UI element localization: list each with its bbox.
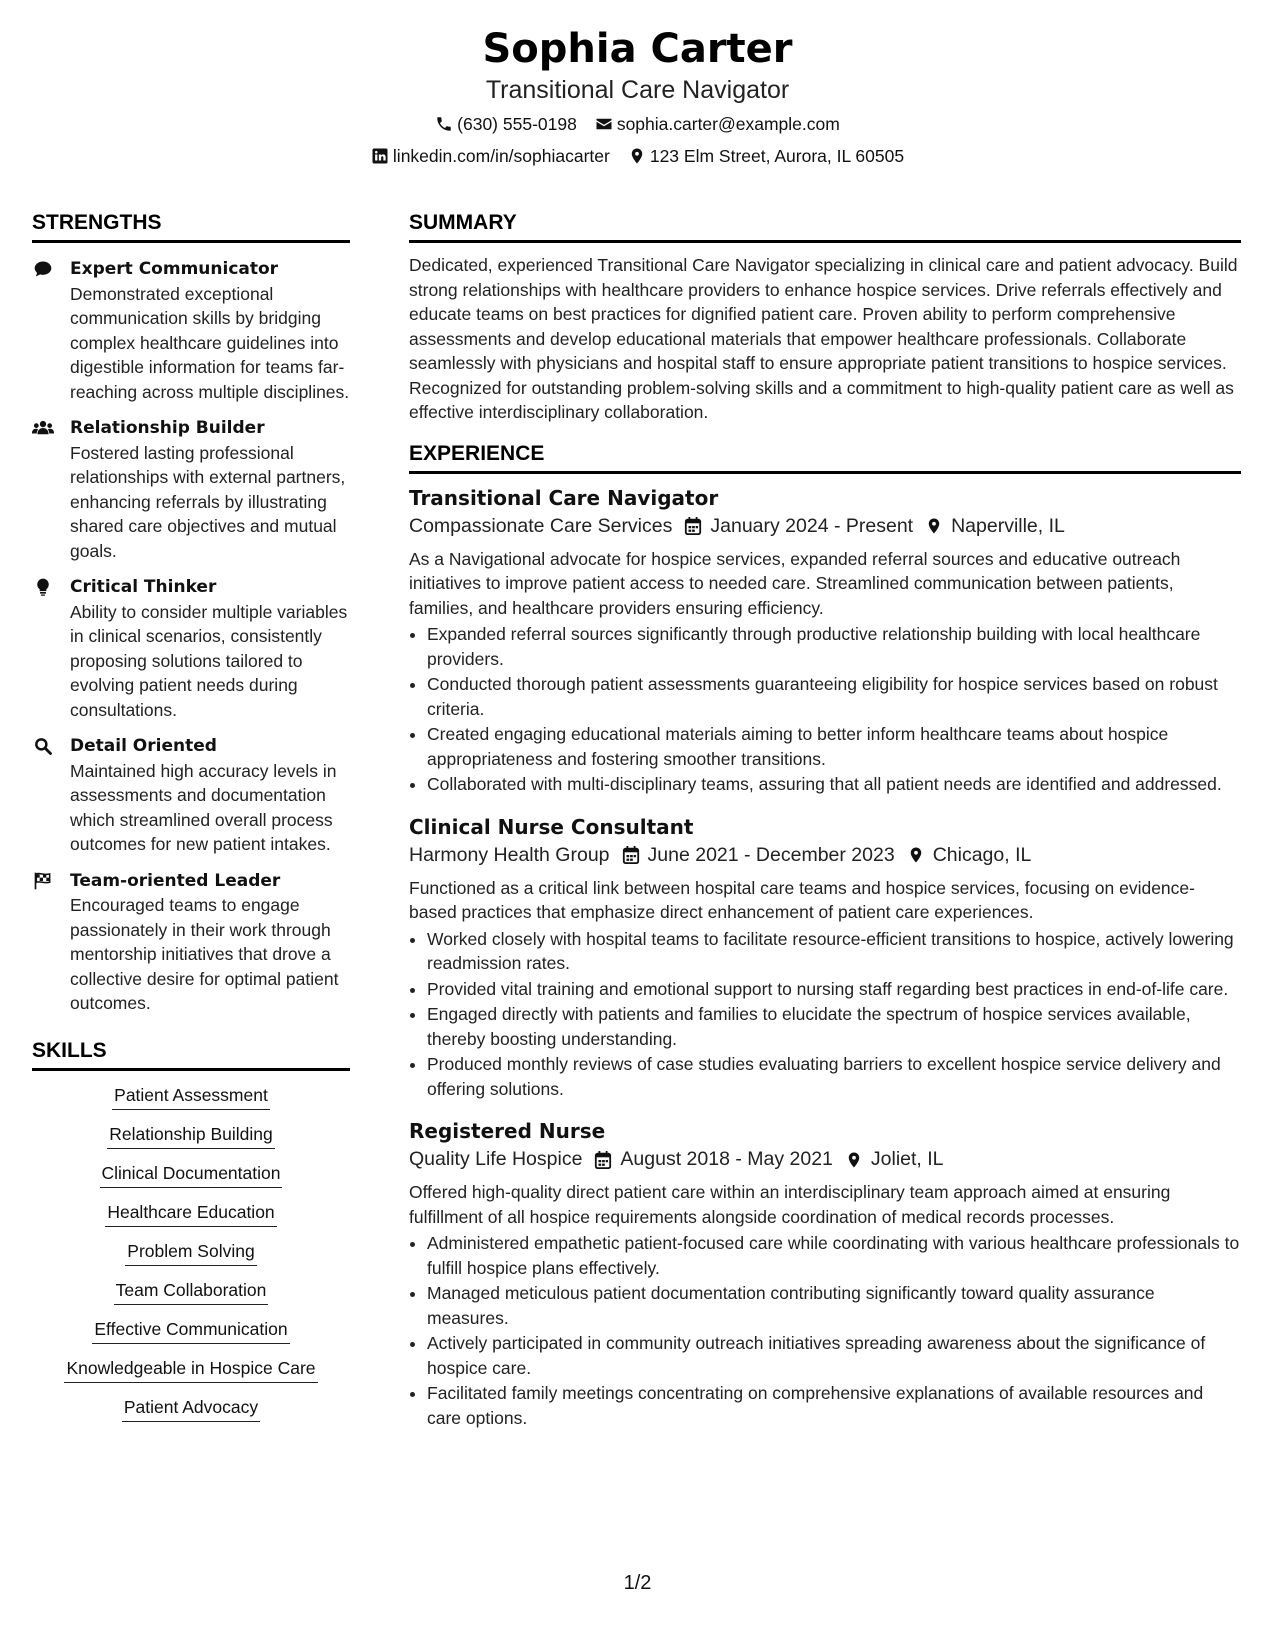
contact-address bbox=[628, 144, 904, 168]
skills-list bbox=[32, 1083, 350, 1422]
skill-label: Patient Advocacy bbox=[122, 1395, 260, 1422]
bullet-item: • Administered empathetic patient-focused care while coordinating with various healthcare professionals to fulfill hospice plans effectively. bbox=[427, 1231, 1241, 1280]
candidate-title: Transitional Care Navigator bbox=[485, 76, 790, 104]
skill-item bbox=[32, 1278, 350, 1305]
phone-icon bbox=[435, 115, 453, 133]
contact-row-1 bbox=[0, 112, 1275, 136]
job-bullets bbox=[409, 927, 1241, 1102]
skill-label: Clinical Documentation bbox=[100, 1161, 283, 1188]
job-title: Registered Nurse bbox=[409, 1119, 606, 1143]
skill-label: Patient Assessment bbox=[112, 1083, 270, 1110]
calendar-icon bbox=[594, 1150, 612, 1170]
skill-label: Healthcare Education bbox=[105, 1200, 276, 1227]
skill-item bbox=[32, 1239, 350, 1266]
strength-title: Relationship Builder bbox=[70, 418, 265, 438]
job-location-text: Naperville, IL bbox=[951, 514, 1065, 537]
bullet-item: • Actively participated in community outreach initiatives spreading awareness about the significance of hospice care. bbox=[427, 1331, 1241, 1380]
strength-item bbox=[32, 575, 350, 722]
strength-item bbox=[32, 734, 350, 857]
bullet-item: • Collaborated with multi-disciplinary teams, assuring that all patient needs are identified and addressed. bbox=[427, 772, 1241, 797]
skill-item bbox=[32, 1122, 350, 1149]
bullet-item: • Conducted thorough patient assessments guaranteeing eligibility for hospice services based on robust criteria. bbox=[427, 672, 1241, 721]
skill-item bbox=[32, 1200, 350, 1227]
skill-label: Relationship Building bbox=[107, 1122, 274, 1149]
job-entry bbox=[409, 1117, 1241, 1430]
calendar-icon bbox=[622, 845, 640, 865]
summary-heading: SUMMARY bbox=[409, 210, 1241, 243]
bullet-item: • Managed meticulous patient documentation contributing significantly toward quality assurance measures. bbox=[427, 1281, 1241, 1330]
skills-heading: SKILLS bbox=[32, 1038, 350, 1071]
contact-linkedin[interactable] bbox=[371, 144, 610, 168]
left-column bbox=[32, 210, 350, 1422]
page-number: 1/2 bbox=[623, 1572, 652, 1594]
resume-header bbox=[0, 24, 1275, 168]
job-entry bbox=[409, 813, 1241, 1102]
job-location bbox=[845, 1145, 944, 1174]
map-pin-icon bbox=[628, 147, 646, 165]
contact-email[interactable] bbox=[595, 112, 840, 136]
summary-text: Dedicated, experienced Transitional Care Navigator specializing in clinical care and patient advocacy. Build strong relationships with healthcare providers to enhance hospice services. Drive referrals effectively and educate teams on best practices for dignified patient care. Proven ability to perform comprehensive assessments and develop educational materials that empower healthcare professionals. Collaborate seamlessly with physicians and hospital staff to ensure appropriate patient transitions to hospice services. Recognized for outstanding problem-solving skills and a commitment to high-quality patient care as well as effective interdisciplinary collaboration. bbox=[409, 255, 1238, 422]
email-text: sophia.carter@example.com bbox=[616, 114, 840, 134]
skill-label: Knowledgeable in Hospice Care bbox=[64, 1356, 317, 1383]
bullet-item: • Worked closely with hospital teams to facilitate resource-efficient transitions to hospice, actively lowering readmission rates. bbox=[427, 927, 1241, 976]
job-title: Transitional Care Navigator bbox=[409, 485, 719, 510]
job-company: Harmony Health Group bbox=[409, 843, 610, 866]
calendar-icon bbox=[684, 516, 702, 536]
strengths-heading: STRENGTHS bbox=[32, 210, 350, 243]
linkedin-text: linkedin.com/in/sophiacarter bbox=[392, 146, 610, 166]
skill-item bbox=[32, 1161, 350, 1188]
job-company: Quality Life Hospice bbox=[409, 1148, 583, 1170]
skill-label: Team Collaboration bbox=[114, 1278, 269, 1305]
job-location-text: Joliet, IL bbox=[870, 1148, 944, 1170]
job-location bbox=[925, 512, 1065, 541]
job-description: Offered high-quality direct patient care within an interdisciplinary team approach aimed at ensuring fulfillment of all hospice requirements alongside coordination of medical records processes. bbox=[409, 1182, 1171, 1227]
experience-heading: EXPERIENCE bbox=[409, 441, 1241, 474]
envelope-icon bbox=[595, 115, 613, 133]
skill-item bbox=[32, 1356, 350, 1383]
strength-desc: Fostered lasting professional relationships with external partners, enhancing referrals by illustrating shared care objectives and mutual goals. bbox=[70, 442, 346, 561]
job-dates bbox=[594, 1145, 832, 1174]
job-location-text: Chicago, IL bbox=[932, 843, 1032, 866]
strength-title: Expert Communicator bbox=[70, 259, 279, 279]
skill-item bbox=[32, 1083, 350, 1110]
comment-icon bbox=[32, 259, 54, 279]
job-dates-text: June 2021 - December 2023 bbox=[647, 843, 895, 866]
strength-desc: Encouraged teams to engage passionately in their work through mentorship initiatives that drove a collective desire for optimal patient outcomes. bbox=[70, 895, 339, 1013]
job-title: Clinical Nurse Consultant bbox=[409, 814, 694, 839]
address-text: 123 Elm Street, Aurora, IL 60505 bbox=[649, 146, 905, 166]
contact-phone bbox=[435, 112, 577, 136]
map-pin-icon bbox=[907, 845, 925, 865]
flag-checkered-icon bbox=[32, 871, 54, 891]
job-bullets bbox=[409, 1231, 1241, 1430]
bullet-item: • Engaged directly with patients and families to elucidate the spectrum of hospice services available, thereby boosting understanding. bbox=[427, 1002, 1241, 1051]
job-bullets bbox=[409, 622, 1241, 797]
linkedin-icon bbox=[371, 147, 389, 165]
job-entry bbox=[409, 484, 1241, 797]
bullet-item: • Created engaging educational materials aiming to better inform healthcare teams about hospice appropriateness and fostering smoother transitions. bbox=[427, 722, 1241, 771]
bullet-item: • Produced monthly reviews of case studies evaluating barriers to excellent hospice service delivery and offering solutions. bbox=[427, 1052, 1241, 1101]
right-column bbox=[409, 210, 1241, 1430]
job-meta bbox=[409, 1145, 1241, 1174]
job-description: Functioned as a critical link between hospital care teams and hospice services, focusing on evidence-based practices that emphasize direct enhancement of patient care experiences. bbox=[409, 877, 1195, 922]
skill-label: Effective Communication bbox=[92, 1317, 289, 1344]
candidate-name: Sophia Carter bbox=[482, 26, 793, 72]
job-dates-text: August 2018 - May 2021 bbox=[620, 1148, 833, 1170]
strength-title: Team-oriented Leader bbox=[70, 870, 281, 891]
map-pin-icon bbox=[925, 516, 943, 536]
skill-item bbox=[32, 1317, 350, 1344]
strength-title: Detail Oriented bbox=[70, 736, 217, 756]
job-meta bbox=[409, 841, 1241, 870]
strength-desc: Ability to consider multiple variables in clinical scenarios, consistently proposing solutions tailored to evolving patient needs during consultations. bbox=[70, 601, 348, 720]
strength-title: Critical Thinker bbox=[70, 577, 217, 597]
search-icon bbox=[32, 736, 54, 756]
job-description: As a Navigational advocate for hospice services, expanded referral sources and educative outreach initiatives to improve patient access to needed care. Streamlined communication between patients, families, and healthcare providers ensuring efficiency. bbox=[409, 548, 1181, 618]
job-dates bbox=[622, 841, 895, 870]
users-icon bbox=[32, 418, 54, 438]
lightbulb-icon bbox=[32, 577, 54, 597]
skill-item bbox=[32, 1395, 350, 1422]
job-dates-text: January 2024 - Present bbox=[710, 514, 914, 537]
strength-item bbox=[32, 869, 350, 1016]
job-dates bbox=[684, 512, 913, 541]
skill-label: Problem Solving bbox=[125, 1239, 256, 1266]
map-pin-icon bbox=[845, 1150, 863, 1170]
strength-desc: Maintained high accuracy levels in assessments and documentation which streamlined overall process outcomes for new patient intakes. bbox=[70, 760, 337, 854]
phone-text: (630) 555-0198 bbox=[457, 114, 577, 134]
strength-item bbox=[32, 257, 350, 404]
bullet-item: • Expanded referral sources significantly through productive relationship building with local healthcare providers. bbox=[427, 622, 1241, 671]
job-meta bbox=[409, 512, 1241, 541]
job-location bbox=[907, 841, 1032, 870]
bullet-item: • Facilitated family meetings concentrating on comprehensive explanations of available resources and care options. bbox=[427, 1381, 1241, 1430]
strength-desc: Demonstrated exceptional communication skills by bridging complex healthcare guidelines into digestible information for teams far-reaching across multiple disciplines. bbox=[70, 283, 350, 402]
bullet-item: • Provided vital training and emotional support to nursing staff regarding best practices in end-of-life care. bbox=[427, 977, 1241, 1002]
strength-item bbox=[32, 416, 350, 563]
contact-row-2 bbox=[0, 144, 1275, 168]
job-company: Compassionate Care Services bbox=[409, 514, 673, 537]
